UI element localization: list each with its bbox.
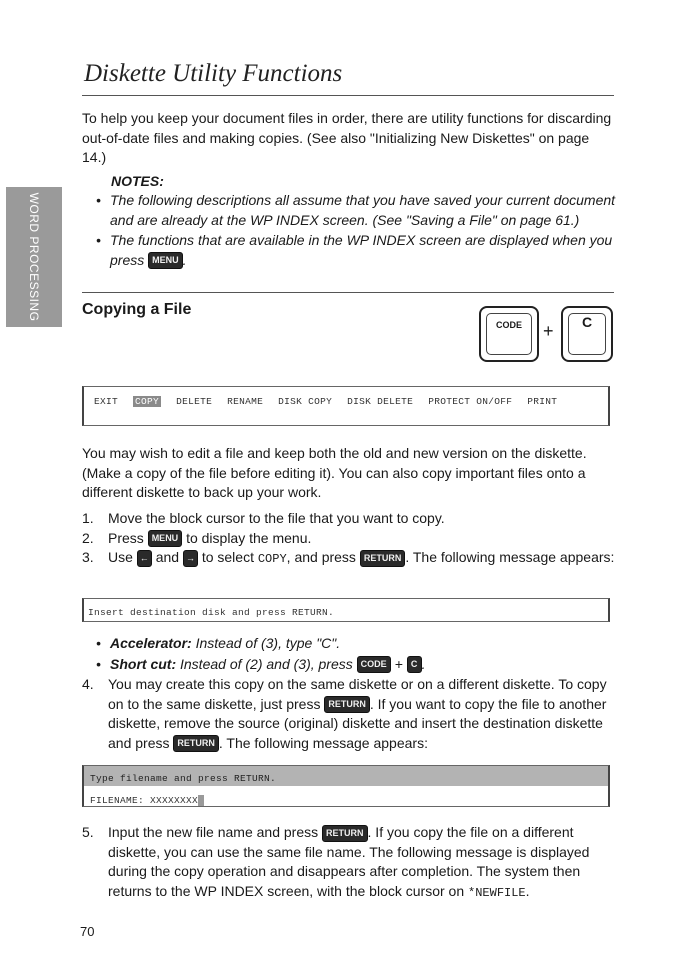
note-item bbox=[96, 191, 616, 230]
filename-field[interactable]: FILENAME: XXXXXXXX bbox=[90, 795, 199, 806]
steps-list bbox=[82, 823, 616, 903]
menu-key-icon: MENU bbox=[148, 252, 183, 269]
step-item bbox=[82, 675, 616, 753]
filename-prompt: Type filename and press RETURN. bbox=[90, 773, 277, 784]
return-key-icon: RETURN bbox=[322, 825, 368, 842]
right-arrow-key-icon: → bbox=[183, 550, 198, 567]
shortcut-label: Short cut: bbox=[110, 655, 177, 672]
step-text: Move the block cursor to the file that you want to copy. bbox=[108, 510, 445, 526]
accelerator-item bbox=[96, 634, 616, 654]
menu-line bbox=[94, 392, 566, 412]
key-combo bbox=[479, 306, 617, 364]
menu-screen bbox=[82, 386, 610, 426]
menu-item-print[interactable]: PRINT bbox=[527, 396, 558, 407]
return-key-icon: RETURN bbox=[324, 696, 370, 713]
menu-item-copy[interactable]: COPY bbox=[135, 396, 160, 407]
step-text: Press bbox=[108, 529, 144, 546]
steps-list bbox=[82, 675, 616, 753]
step-text: . The following message appears: bbox=[405, 549, 615, 565]
menu-item-disk-delete[interactable]: DISK DELETE bbox=[347, 396, 414, 407]
menu-item-protect[interactable]: PROTECT ON/OFF bbox=[428, 396, 513, 407]
step-text: . If you want to copy the file to another diskette, remove the source (original) diskette and insert the destination diskette and press bbox=[108, 695, 607, 751]
bullet-icon: • bbox=[96, 192, 101, 208]
step-text: , and press bbox=[286, 549, 356, 565]
plus-sign: + bbox=[543, 321, 554, 341]
title-rule bbox=[82, 95, 614, 96]
copy-paragraph: You may wish to edit a file and keep both the old and new version on the diskette. (Make a copy of the file before editing it). You can also copy important files onto a different diskette to back up your work. bbox=[82, 445, 587, 500]
left-arrow-key-icon: ← bbox=[137, 550, 152, 567]
notes-heading: NOTES: bbox=[111, 173, 164, 189]
step-item bbox=[82, 509, 616, 529]
c-key-icon bbox=[561, 306, 613, 362]
step-number: 2. bbox=[82, 529, 94, 546]
c-key-label: C bbox=[581, 314, 593, 330]
bullet-icon: • bbox=[96, 635, 101, 651]
note-text-end: . bbox=[182, 251, 187, 268]
step-text: to select bbox=[201, 549, 254, 565]
step-number: 5. bbox=[82, 824, 94, 840]
step-text-end: . bbox=[525, 882, 530, 899]
bullet-icon: • bbox=[96, 232, 101, 248]
steps-list bbox=[82, 509, 616, 570]
block-cursor bbox=[198, 795, 204, 806]
filename-screen bbox=[82, 765, 610, 807]
step-item bbox=[82, 548, 616, 570]
menu-item-rename[interactable]: RENAME bbox=[227, 396, 264, 407]
newfile-name: *NEWFILE bbox=[468, 885, 526, 900]
step-item bbox=[82, 823, 616, 903]
code-key-icon bbox=[479, 306, 539, 362]
return-key-icon: RETURN bbox=[360, 550, 406, 567]
step-text: and bbox=[155, 549, 180, 565]
step-text: Input the new file name and press bbox=[108, 824, 319, 840]
step-item bbox=[82, 529, 616, 549]
section-title: Copying a File bbox=[82, 301, 192, 318]
accelerator-text: Instead of (3), type "C". bbox=[195, 635, 341, 651]
c-key-icon: C bbox=[407, 656, 422, 673]
step-text: You may create this copy on the same diskette or on a different diskette. To copy on to the same diskette, just press bbox=[108, 676, 607, 712]
accelerator-label: Accelerator: bbox=[110, 635, 192, 651]
section-rule bbox=[82, 292, 614, 293]
side-tab-label: WORD PROCESSING bbox=[26, 192, 41, 322]
accelerator-list bbox=[96, 634, 616, 675]
step-text: . If you copy the file on a different diskette, you can use the same file name. The following message is displayed during the copy operation and disappears after completion. The system then returns to the WP INDEX screen, with the block cursor on bbox=[108, 824, 590, 899]
step-text: to display the menu. bbox=[186, 529, 312, 546]
note-text: The functions that are available in the WP INDEX screen are displayed when you press bbox=[110, 232, 613, 268]
menu-item-delete[interactable]: DELETE bbox=[176, 396, 213, 407]
code-key-label: CODE bbox=[495, 320, 522, 330]
shortcut-text: Instead of (2) and (3), press bbox=[180, 655, 353, 672]
step-text: Use bbox=[108, 549, 133, 565]
filename-input-line[interactable] bbox=[90, 791, 204, 811]
note-item bbox=[96, 231, 616, 270]
step-text: . The following message appears: bbox=[218, 734, 428, 751]
plus-sign: + bbox=[394, 655, 403, 672]
copy-command: COPY bbox=[257, 552, 287, 566]
menu-key-icon: MENU bbox=[148, 530, 183, 547]
insert-disk-message: Insert destination disk and press RETURN. bbox=[88, 607, 335, 618]
step-number: 3. bbox=[82, 549, 94, 565]
return-key-icon: RETURN bbox=[173, 735, 219, 752]
code-key-icon: CODE bbox=[357, 656, 391, 673]
menu-item-exit[interactable]: EXIT bbox=[94, 396, 119, 407]
bullet-icon: • bbox=[96, 655, 101, 672]
shortcut-item bbox=[96, 655, 616, 675]
notes-list bbox=[96, 191, 616, 271]
step-number: 1. bbox=[82, 510, 94, 526]
insert-disk-screen bbox=[82, 598, 610, 622]
shortcut-text-end: . bbox=[421, 655, 426, 672]
intro-paragraph: To help you keep your document files in order, there are utility functions for discarding out-of-date files and making copies. (See also "Initializing New Diskettes" on page 14.) bbox=[82, 110, 612, 165]
menu-item-disk-copy[interactable]: DISK COPY bbox=[278, 396, 333, 407]
page-number: 70 bbox=[80, 924, 95, 939]
note-text: The following descriptions all assume that you have saved your current document and are already at the WP INDEX screen. (See "Saving a File" on page 61.) bbox=[110, 192, 616, 228]
step-number: 4. bbox=[82, 676, 94, 692]
page-title: Diskette Utility Functions bbox=[84, 60, 343, 87]
